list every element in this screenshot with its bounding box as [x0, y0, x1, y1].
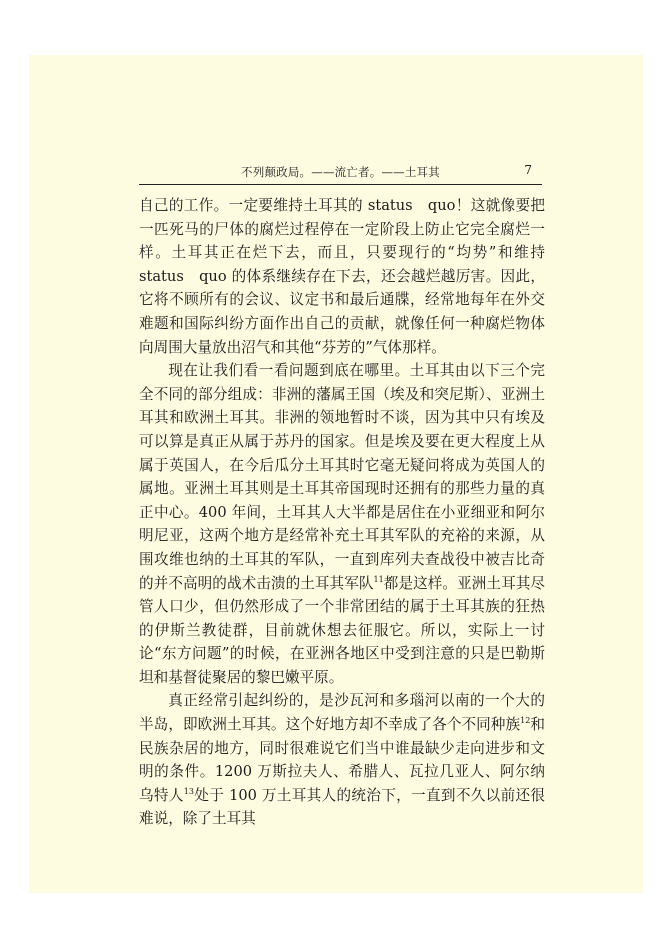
page-number: 7	[524, 163, 532, 177]
footnote-marker: 12	[520, 716, 531, 726]
paragraph	[139, 194, 545, 359]
running-title: 不列颠政局。——流亡者。——土耳其	[241, 165, 440, 179]
footnote-marker: 13	[183, 786, 194, 796]
paragraph-text: 都是这样。亚洲土耳其尽管人口少，但仍然形成了一个非常团结的属于土耳其族的狂热的伊斯兰教徒群，目前就休想去征服它。所以，实际上一讨论“东方问题”的时候，在亚洲各地区中受到注意的只是巴勒斯坦和基督徒聚居的黎巴嫩平原。	[139, 574, 545, 686]
footnote-marker: 11	[373, 574, 384, 584]
paragraph-text: 现在让我们看一看问题到底在哪里。土耳其由以下三个完全不同的部分组成：非洲的藩属王国（埃及和突尼斯）、亚洲土耳其和欧洲土耳其。非洲的领地暂时不谈，因为其中只有埃及可以算是真正从属于苏丹的国家。但是埃及要在更大程度上从属于英国人，在今后瓜分土耳其时它毫无疑问将成为英国人的属地。亚洲土耳其则是土耳其帝国现时还拥有的那些力量的真正中心。400 年间，土耳其人大半都是居住在小亚细亚和阿尔明尼亚，这两个地方是经常补充土耳其军队的充裕的来源，从围攻维也纳的土耳其的军队，一直到库列夫查战役中被吉比奇的并不高明的战术击溃的土耳其军队	[139, 362, 545, 592]
paragraph-text: 处于 100 万土耳其人的统治下，一直到不久以前还很难说，除了土耳其	[139, 786, 545, 828]
paragraph-text: 真正经常引起纠纷的，是沙瓦河和多瑙河以南的一个大的半岛，即欧洲土耳其。这个好地方却不幸成了各个不同种族	[139, 692, 545, 734]
header-rule	[139, 184, 542, 185]
page-header	[139, 162, 542, 184]
paragraph	[139, 689, 545, 831]
paragraph	[139, 359, 545, 689]
body-text	[139, 194, 545, 831]
paragraph-text: 自己的工作。一定要维持土耳其的 status quo！这就像要把一匹死马的尸体的腐烂过程停在一定阶段上防止它完全腐烂一样。土耳其正在烂下去，而且，只要现行的“均势”和维持 status quo 的体系继续存在下去，还会越烂越厉害。因此，它将不顾所有的会议、议定书和最后通牒，经常地每年在外交难题和国际纠纷方面作出自己的贡献，就像任何一种腐烂物体向周围大量放出沼气和其他“芬芳的”气体那样。	[139, 197, 545, 356]
paragraph-text: 和民族杂居的地方，同时很难说它们当中谁最缺少走向进步和文明的条件。1200 万斯拉夫人、希腊人、瓦拉几亚人、阿尔纳乌特人	[139, 716, 545, 804]
